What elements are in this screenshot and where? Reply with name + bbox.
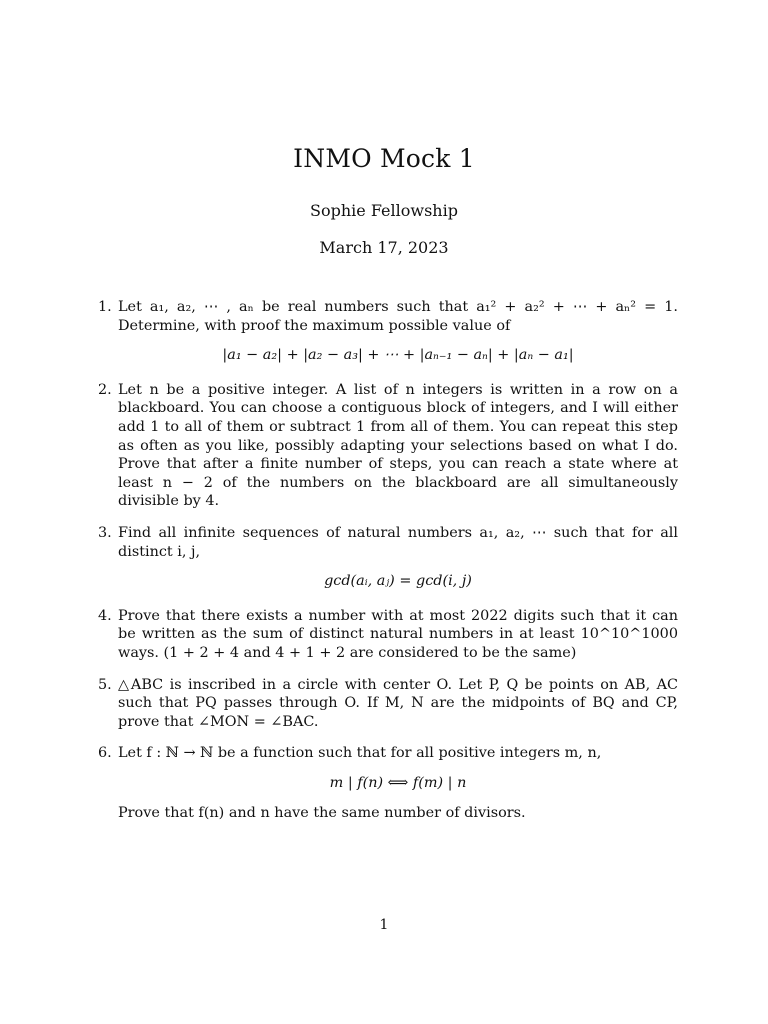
problem-1 xyxy=(92,298,678,365)
problem-3 xyxy=(92,524,678,591)
document-title: INMO Mock 1 xyxy=(293,144,475,173)
document-date: March 17, 2023 xyxy=(319,238,449,257)
problem-followup-text: Prove that f(n) and n have the same number of divisors. xyxy=(118,805,526,822)
problem-2 xyxy=(92,381,678,511)
problem-number: 5. xyxy=(98,676,112,693)
problem-number: 4. xyxy=(98,607,112,624)
problem-number: 2. xyxy=(98,381,112,398)
problem-number: 3. xyxy=(98,524,112,541)
problem-display-equation: |a₁ − a₂| + |a₂ − a₃| + ⋯ + |aₙ₋₁ − aₙ| + |aₙ − a₁| xyxy=(222,347,574,364)
problem-number: 6. xyxy=(98,745,112,762)
problem-text: Prove that there exists a number with at most 2022 digits such that it can be written as the sum of distinct natural numbers in at least 10^10^1000 ways. (1 + 2 + 4 and 4 + 1 + 2 are considered to be the same) xyxy=(118,607,678,661)
page-number: 1 xyxy=(379,917,389,933)
problem-number: 1. xyxy=(98,299,112,315)
problem-text: Find all infinite sequences of natural numbers a₁, a₂, ⋯ such that for all distinct i, j, xyxy=(118,524,678,560)
problem-text: Let a₁, a₂, ⋯ , aₙ be real numbers such that a₁² + a₂² + ⋯ + aₙ² = 1. Determine, with proof the maximum possible value of xyxy=(118,299,678,334)
problem-6 xyxy=(92,744,678,823)
problem-4 xyxy=(92,607,678,663)
problem-text: Let n be a positive integer. A list of n integers is written in a row on a blackboard. You can choose a contiguous block of integers, and I will either add 1 to all of them or subtract 1 from all of them. You can repeat this step as often as you like, possibly adapting your selections based on what I do. Prove that after a finite number of steps, you can reach a state where at least n − 2 of the numbers on the blackboard are all simultaneously divisible by 4. xyxy=(118,381,678,510)
problem-text: Let f : ℕ → ℕ be a function such that for all positive integers m, n, xyxy=(118,745,602,762)
problem-list xyxy=(92,298,678,823)
problem-display-equation: gcd(aᵢ, aⱼ) = gcd(i, j) xyxy=(324,573,472,590)
problem-5 xyxy=(92,676,678,732)
document-author: Sophie Fellowship xyxy=(310,201,458,220)
problem-display-equation: m | f(n) ⟺ f(m) | n xyxy=(329,774,467,791)
problem-text: △ABC is inscribed in a circle with center O. Let P, Q be points on AB, AC such that PQ passes through O. If M, N are the midpoints of BQ and CP, prove that ∠MON = ∠BAC. xyxy=(118,676,678,730)
